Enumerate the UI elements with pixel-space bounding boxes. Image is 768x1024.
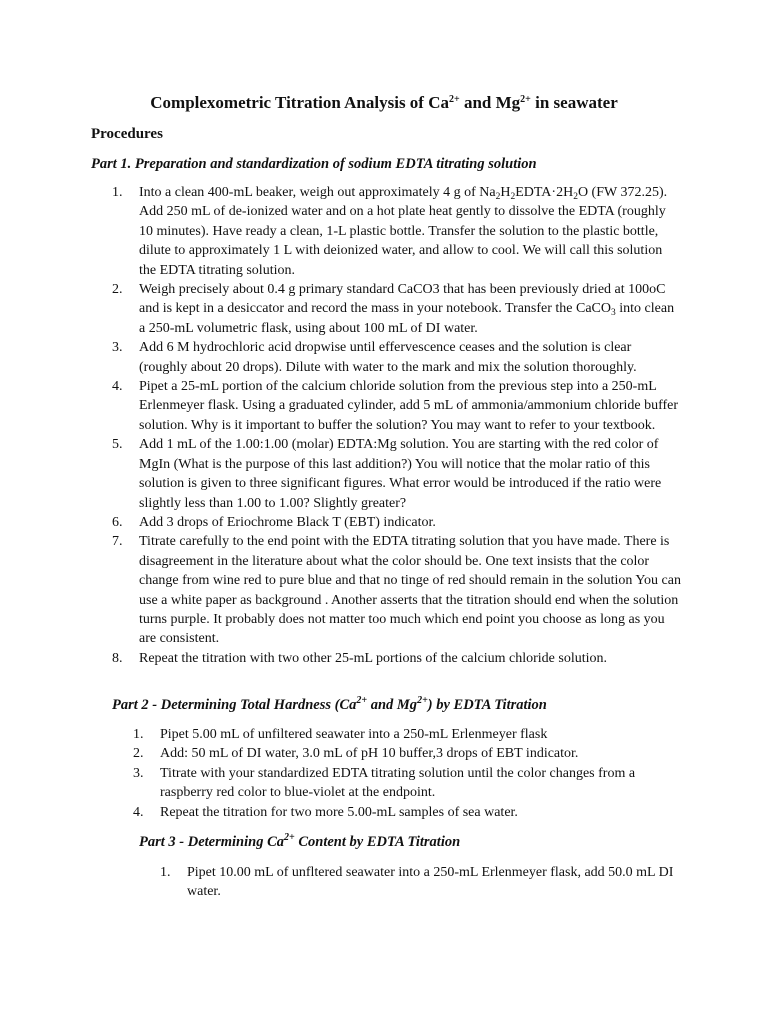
procedures-heading: Procedures: [91, 126, 163, 142]
list-item: 1. Pipet 10.00 mL of unfltered seawater into a 250-mL Erlenmeyer flask, add 50.0 mL DI water.: [160, 865, 674, 900]
list-item: 8. Repeat the titration with two other 25-mL portions of the calcium chloride solution.: [112, 650, 607, 666]
list-item: 3. Titrate with your standardized EDTA titrating solution until the color changes from a raspberry red color to blue-violet at the endpoint.: [133, 765, 636, 801]
list-item: 1. Into a clean 400-mL beaker, weigh out approximately 4 g of $Na_2H_2EDTA\cdot 2H_2O$ (FW 372.25). Add 250 mL of de-ionized water and on a hot plate heat gently to dissolve the EDTA (roughly 10 minutes). Have ready a clean, 1-L plastic bottle. Transfer the solution to the plastic bottle, dilute to approximately 1 L with deionized water, and allow to cool. We will call this solution the EDTA titrating solution.: [112, 185, 668, 278]
list-item: 4. Pipet a 25-mL portion of the calcium chloride solution from the previous step into a 250-mL Erlenmeyer flask. Using a graduated cylinder, add 5 mL of ammonia/ammonium chloride buffer solution. Why is it important to buffer the solution? You may want to refer to your textbook.: [112, 379, 679, 433]
part1-heading: Part 1. Preparation and standardization of sodium EDTA titrating solution: [91, 156, 537, 172]
list-item: 2. Add: 50 mL of DI water, 3.0 mL of pH 10 buffer,3 drops of EBT indicator.: [133, 746, 579, 762]
list-item: 4. Repeat the titration for two more 5.00-mL samples of sea water.: [133, 804, 518, 820]
part1-step-list: [112, 183, 682, 668]
document-title: Complexometric Titration Analysis of $Ca^{2+}$ and $Mg^{2+}$ in seawater: [150, 93, 618, 112]
list-item: 5. Add 1 mL of the 1.00:1.00 (molar) EDTA:Mg solution. You are starting with the red color of MgIn (What is the purpose of this last addition?) You will notice that the molar ratio of this solution is given to three significant figures. What error would be introduced if the ratio were slightly less than 1.00 to 1.00? Slightly greater?: [112, 437, 662, 511]
part3-heading: Part 3 - Determining $Ca^{2+}$ Content by EDTA Titration: [139, 832, 461, 850]
list-item: 1. Pipet 5.00 mL of unfiltered seawater into a 250-mL Erlenmeyer flask: [133, 727, 548, 742]
list-item: 2. Weigh precisely about 0.4 g primary standard CaCO3 that has been previously dried at 100oC and is kept in a desiccator and record the mass in your notebook. Transfer the CaCO$_3$ into clean a 250-mL volumetric flask, using about 100 mL of DI water.: [112, 282, 675, 336]
part3-step-list: [160, 863, 680, 902]
list-item: 6. Add 3 drops of Eriochrome Black T (EBT) indicator.: [112, 514, 436, 530]
list-item: 3. Add 6 M hydrochloric acid dropwise until effervescence ceases and the solution is clear (roughly about 20 drops). Dilute with water to the mark and mix the solution thoroughly.: [112, 340, 637, 375]
part2-step-list: [133, 725, 682, 822]
part2-heading: Part 2 - Determining Total Hardness ($Ca^{2+}$ and $Mg^{2+}$) by EDTA Titration: [112, 695, 547, 713]
list-item: 7. Titrate carefully to the end point with the EDTA titrating solution that you have made. There is disagreement in the literature about what the color should be. One text insists that the color change from wine red to pure blue and that no tinge of red should remain in the solution You can use a white paper as background . Another asserts that the titration should end when the solution turns purple. It probably does not matter too much which end point you choose as long as you are consistent.: [112, 534, 681, 647]
